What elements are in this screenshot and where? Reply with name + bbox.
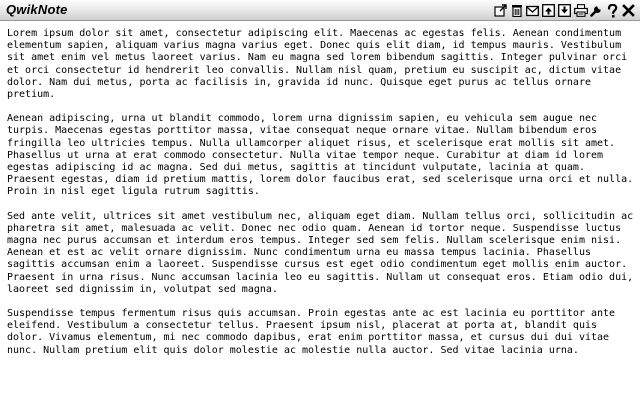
trash-icon [511,4,523,17]
note-paragraph: Aenean adipiscing, urna ut blandit commodo, lorem urna dignissim sapien, eu vehicula sem augue nec turpis. Maecenas egestas porttitor massa, vitae consequat neque ornare vitae. Nullam bibendum eros fringilla leo ultricies tempus. Nulla ullamcorper aliquet risus, et scelerisque erat mollis sit amet. Phasellus ut urna at erat commodo consectetur. Nulla vitae tempor neque. Curabitur at diam id lorem egestas adipiscing id ac magna. Sed dui metus, sagittis at tincidunt vulputate, lacinia at quam. Praesent egestas, diam id pretium mattis, lorem dolor faucibus erat, sed scelerisque urna orci et nulla. Proin in nisl eget ligula rutrum sagittis. [7,113,634,198]
title-bar [0,0,640,21]
upload-button[interactable] [541,3,556,19]
note-paragraph: Sed ante velit, ultrices sit amet vestibulum nec, aliquam eget diam. Nullam tellus orci, sollicitudin ac pharetra sit amet, malesuada ac velit. Donec nec odio quam. Aenean id tortor neque. Suspendisse luctus magna nec purus accumsan et interdum eros tempus. Integer sed sem felis. Nullam scelerisque enim nisi. Aenean et est ac velit ornare dignissim. Nunc condimentum urna eu massa tempus lacinia. Phasellus sagittis accumsan enim a laoreet. Suspendisse cursus est eget odio condimentum eget mollis enim auctor. Praesent in urna risus. Nunc accumsan lacinia leo eu sagittis. Nullam ut consequat eros. Etiam odio dui, laoreet sed dignissim in, volutpat sed magna. [7,210,634,295]
close-button[interactable] [621,3,636,19]
wrench-icon [590,4,603,17]
envelope-icon [526,5,539,17]
settings-button[interactable] [589,3,604,19]
download-button[interactable] [557,3,572,19]
app-title: QwikNote [6,2,68,17]
printer-icon [574,4,588,17]
download-icon [558,4,571,17]
print-button[interactable] [573,3,588,19]
note-text-area[interactable] [0,21,640,400]
export-button[interactable] [493,3,508,19]
question-mark-icon [607,4,618,18]
note-paragraph: Suspendisse tempus fermentum risus quis accumsan. Proin egestas ante ac est lacinia eu porttitor ante eleifend. Vestibulum a consectetur tellus. Praesent ipsum nisl, placerat at porta at, blandit quis dolor. Vivamus elementum, mi nec commodo dapibus, erat enim porttitor massa, et cursus dui dui vitae nunc. Nullam pretium elit quis dolor molestie ac molestie nulla auctor. Sed vitae lacinia urna. [7,308,616,356]
toolbar [493,2,636,19]
delete-button[interactable] [509,3,524,19]
export-icon [494,4,507,17]
help-button[interactable] [605,3,620,19]
note-paragraph: Lorem ipsum dolor sit amet, consectetur adipiscing elit. Maecenas ac egestas felis. Aenean condimentum elementum sapien, aliquam varius magna varius eget. Donec quis elit diam, id tempus mauris. Vestibulum sit amet enim vel metus laoreet varius. Nam eu magna sed lorem bibendum sagittis. Integer pulvinar orci et orci consectetur id hendrerit leo convallis. Nullam nisl quam, pretium eu suscipit ac, dictum vitae dolor. Nam dui metus, porta ac facilisis in, gravida id nunc. Quisque eget purus ac tellus ornare pretium. [7,28,628,101]
close-icon [622,4,635,17]
upload-icon [542,4,555,17]
email-button[interactable] [525,3,540,19]
